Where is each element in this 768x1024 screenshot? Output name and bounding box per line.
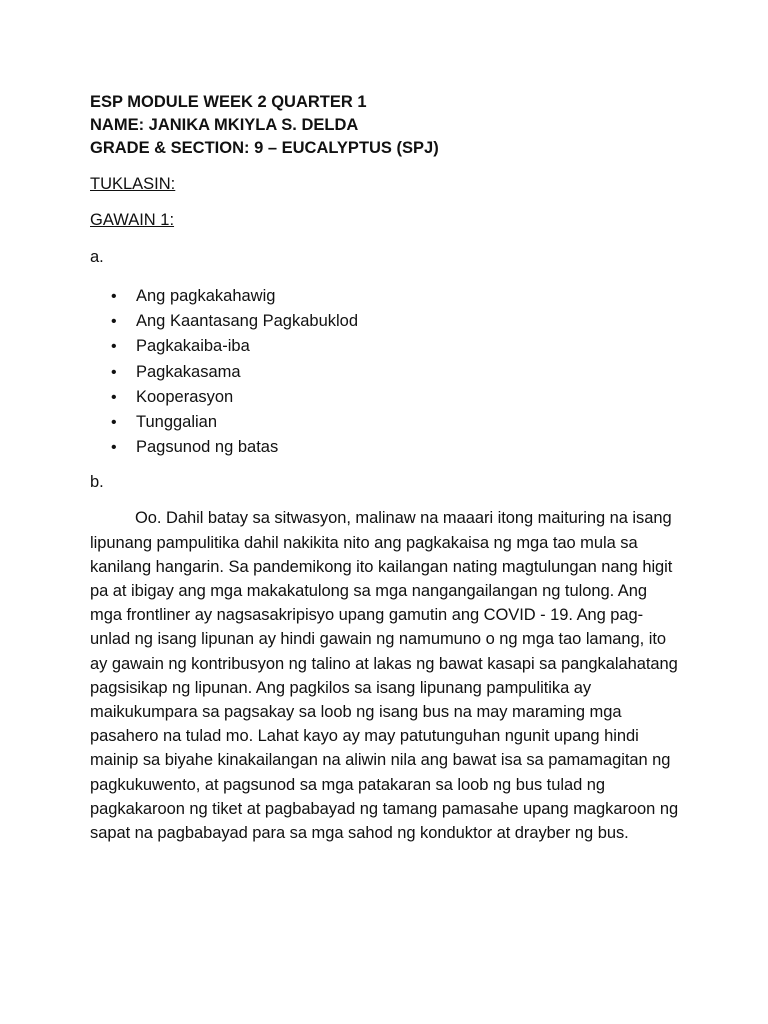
part-a-label: a. (90, 248, 104, 266)
list-item-text: Ang pagkakahawig (136, 287, 276, 305)
bullet-icon: • (111, 338, 117, 356)
list-item-text: Ang Kaantasang Pagkabuklod (136, 312, 359, 331)
module-title: ESP MODULE WEEK 2 QUARTER 1 (90, 93, 367, 111)
grade-section: GRADE & SECTION: 9 – EUCALYPTUS (SPJ) (90, 139, 439, 157)
document-page (90, 91, 680, 845)
list-item-text: Pagkakasama (136, 362, 241, 381)
list-item-text: Kooperasyon (136, 387, 234, 406)
bullet-icon: • (111, 414, 117, 432)
list-item (90, 284, 680, 309)
part-a-list (90, 284, 680, 460)
list-item (90, 360, 680, 385)
bullet-icon: • (111, 363, 117, 381)
list-item (90, 435, 680, 460)
student-name: NAME: JANIKA MKIYLA S. DELDA (90, 116, 359, 134)
part-b-label: b. (90, 473, 104, 492)
bullet-icon: • (111, 288, 117, 305)
list-item-text: Pagsunod ng batas (136, 438, 279, 457)
list-item-text: Tunggalian (136, 413, 218, 432)
essay-paragraph: Oo. Dahil batay sa sitwasyon, malinaw na maaari itong maituring na isang lipunang pampulitika dahil nakikita nito ang pagkakaisa ng mga tao mula sa kanilang hangarin. Sa pandemikong ito kailangan nating magtulungan nang higit pa at ibigay ang mga makakatulong sa mga nangangailangan ng tulong. Ang mga frontliner ay nagsasakripisyo upang gamutin ang COVID - 19. Ang pag-unlad ng isang lipunan ay hindi gawain ng namumuno o ng mga tao lamang, ito ay gawain ng kontribusyon ng talino at lakas ng bawat kasapi sa pangkalahatang pagsisikap ng lipunan. Ang pagkilos sa isang lipunang pampulitika ay maikukumpara sa pagsakay sa loob ng isang bus na may maraming mga pasahero na tulad mo. Lahat kayo ay may patutunguhan ngunit upang hindi mainip sa biyahe kinakailangan na aliwin nila ang bawat isa sa pamamagitan ng pagkukuwento, at pagsunod sa mga patakaran sa loob ng bus tulad ng pagkakaroon ng tiket at pagbabayad ng tamang pamasahe upang magkaroon ng sapat na pagbabayad para sa mga sahod ng konduktor at drayber ng bus. (90, 509, 679, 843)
list-item (90, 309, 680, 334)
list-item (90, 410, 680, 435)
list-item (90, 385, 680, 410)
bullet-icon: • (111, 313, 117, 331)
gawain-heading: GAWAIN 1: (90, 211, 175, 229)
bullet-icon: • (111, 439, 117, 457)
tuklasin-heading: TUKLASIN: (90, 175, 176, 193)
list-item (90, 334, 680, 359)
bullet-icon: • (111, 388, 117, 406)
list-item-text: Pagkakaiba-iba (136, 337, 250, 356)
